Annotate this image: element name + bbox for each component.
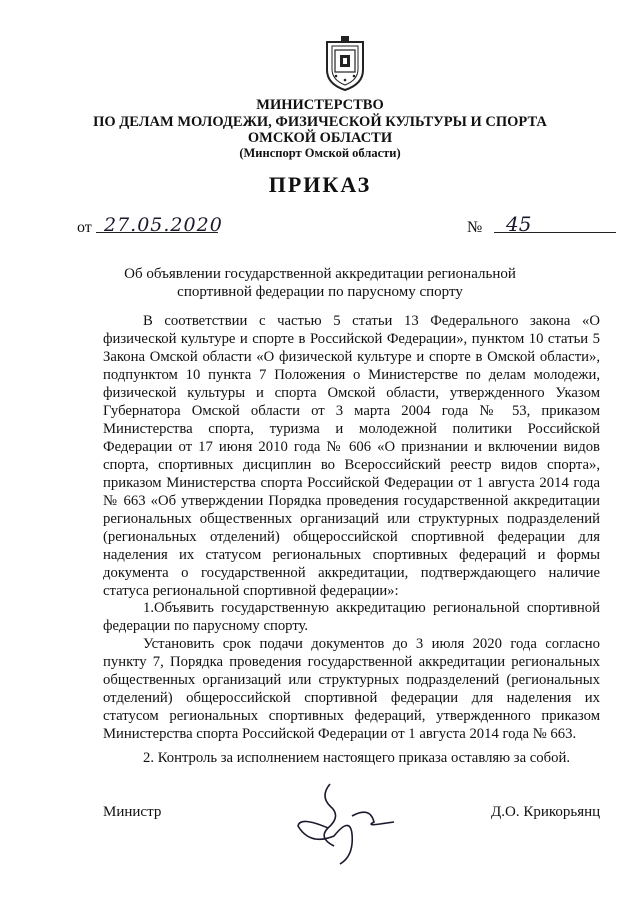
number-value: 45 [506, 212, 532, 236]
signatory-position: Министр [103, 804, 162, 820]
handwritten-signature-icon [290, 776, 400, 866]
number-label: № [467, 219, 483, 236]
document-title: ПРИКАЗ [268, 172, 372, 197]
org-short-name: (Минспорт Омской области) [239, 146, 401, 160]
paragraph-deadline: Установить срок подачи документов до 3 июля 2020 года согласно пункту 7, Порядка проведения государственной аккредитации региональных общественных организаций или структурных подразделений (региональных отделений) общероссийской спортивной федерации для наделения их статусом региональных спортивных федераций, утвержденного приказом Министерства спорта Российской Федерации от 1 августа 2014 года № 663. [103, 636, 600, 742]
omsk-coat-of-arms-icon [324, 36, 366, 92]
document-subject: Об объявлении государственной аккредитации региональной спортивной федерации по парусному спорту [124, 266, 516, 300]
date-label: от [77, 219, 92, 236]
paragraph-preamble: В соответствии с частью 5 статьи 13 Федерального закона «О физической культуре и спорте в Российской Федерации», пунктом 10 статьи 5 Закона Омской области «О физической культуре и спорте в Омской области», подпунктом 10 пункта 7 Положения о Министерстве по делам молодежи, физической культуры и спорта Омской области, утвержденного Указом Губернатора Омской области от 3 марта 2004 года № 53, приказом Министерства спорта, туризма и молодежной политики Российской Федерации от 17 июня 2010 года № 606 «О признании и включении видов спорта, спортивных дисциплин во Всероссийский реестр видов спорта», приказом Министерства спорта Российской Федерации от 1 августа 2014 года № 663 «Об утверждении Порядка проведения государственной аккредитации региональных общественных организаций или структурных подразделений (региональных отделений) общероссийской спортивной федерации для наделения их статусом региональных спортивных федераций и формы документа о государственной аккредитации, подтверждающего наличие статуса региональной спортивной федерации»: [103, 313, 600, 599]
org-name-line3: ОМСКОЙ ОБЛАСТИ [247, 130, 393, 146]
signatory-name: Д.О. Крикорьянц [491, 804, 601, 820]
org-name-line1: МИНИСТЕРСТВО [256, 97, 384, 113]
date-value: 27.05.2020 [104, 214, 223, 236]
paragraph-item-1: 1.Объявить государственную аккредитацию региональной спортивной федерации по парусному спорту. [103, 600, 600, 634]
org-name-line2: ПО ДЕЛАМ МОЛОДЕЖИ, ФИЗИЧЕСКОЙ КУЛЬТУРЫ И СПОРТА [93, 114, 547, 130]
paragraph-item-2: 2. Контроль за исполнением настоящего приказа оставляю за собой. [143, 750, 570, 766]
